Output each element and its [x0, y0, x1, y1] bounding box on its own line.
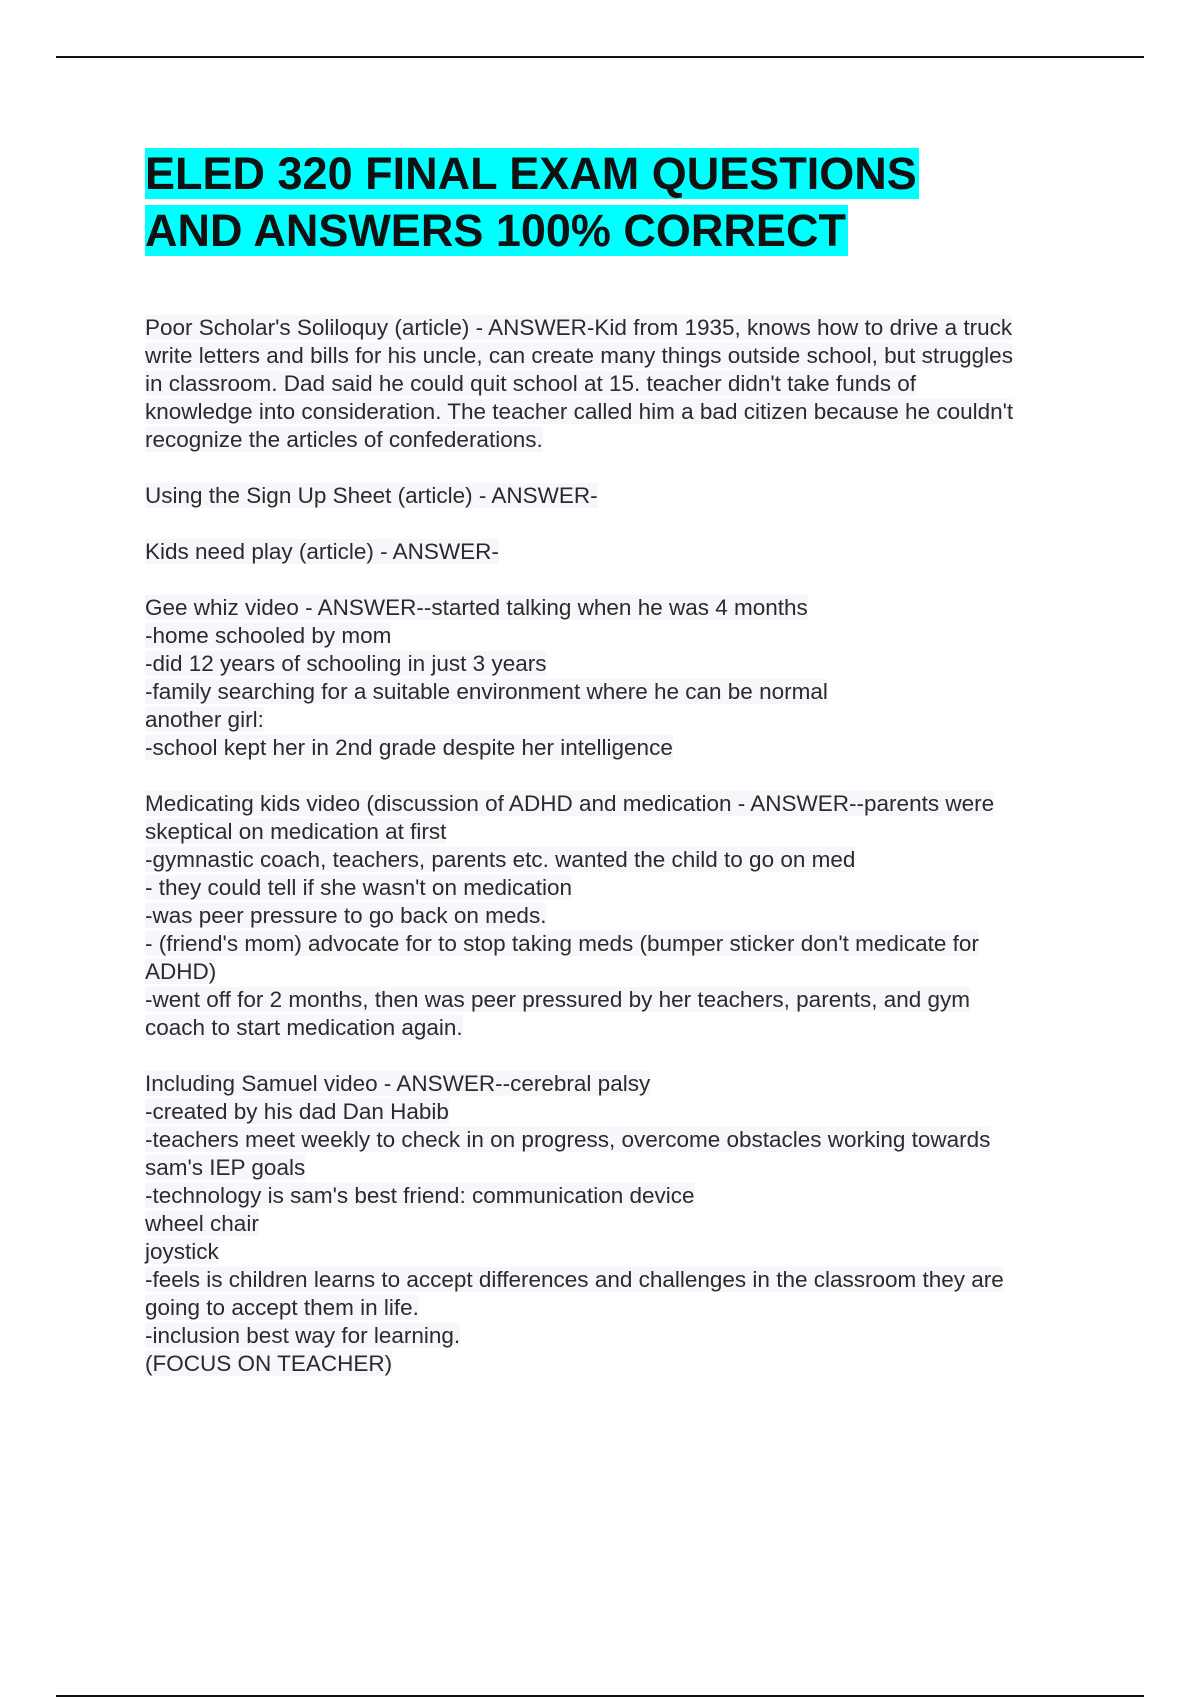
- qa-entry-text: knowledge into consideration. The teacher called him a bad citizen because he couldn't: [145, 399, 1014, 424]
- qa-entry-line: [145, 1322, 1080, 1350]
- qa-entry-text: recognize the articles of confederations.: [145, 427, 543, 452]
- qa-entry-line: [145, 426, 1080, 454]
- qa-entry-line: [145, 1098, 1080, 1126]
- qa-entry: [145, 538, 1080, 566]
- qa-entry-line: [145, 986, 1080, 1014]
- title-line: ELED 320 FINAL EXAM QUESTIONS: [145, 148, 917, 199]
- qa-entry-text: Kids need play (article) - ANSWER-: [145, 539, 499, 564]
- qa-entry: [145, 482, 1080, 510]
- qa-entry-text: -did 12 years of schooling in just 3 years: [145, 651, 547, 676]
- qa-entry-line: [145, 678, 1080, 706]
- qa-entry-line: [145, 1210, 1080, 1238]
- qa-entry-line: [145, 930, 1080, 958]
- qa-entry-text: -went off for 2 months, then was peer pressured by her teachers, parents, and gym: [145, 987, 971, 1012]
- qa-entry-text: sam's IEP goals: [145, 1155, 306, 1180]
- qa-entry-text: another girl:: [145, 707, 264, 732]
- qa-entry-line: [145, 398, 1080, 426]
- qa-entry: [145, 594, 1080, 762]
- qa-entry-line: [145, 874, 1080, 902]
- qa-entry-line: [145, 538, 1080, 566]
- qa-entry-text: -feels is children learns to accept differences and challenges in the classroom they are: [145, 1267, 1004, 1292]
- qa-entry-line: [145, 902, 1080, 930]
- qa-entry-text: going to accept them in life.: [145, 1295, 419, 1320]
- qa-entry-text: -inclusion best way for learning.: [145, 1323, 461, 1348]
- qa-entry-line: [145, 1126, 1080, 1154]
- qa-entry-text: -technology is sam's best friend: communication device: [145, 1183, 695, 1208]
- document-body: [145, 145, 1080, 1406]
- qa-entry-line: [145, 314, 1080, 342]
- qa-entry-text: -gymnastic coach, teachers, parents etc. wanted the child to go on med: [145, 847, 856, 872]
- qa-entry-line: [145, 1154, 1080, 1182]
- qa-entry-text: - they could tell if she wasn't on medication: [145, 875, 573, 900]
- qa-entry-text: -home schooled by mom: [145, 623, 392, 648]
- qa-entry-text: Medicating kids video (discussion of ADHD and medication - ANSWER--parents were: [145, 791, 995, 816]
- qa-entry-text: in classroom. Dad said he could quit school at 15. teacher didn't take funds of: [145, 371, 916, 396]
- qa-entry-line: [145, 622, 1080, 650]
- qa-entry-text: wheel chair: [145, 1211, 259, 1236]
- qa-entry-text: Including Samuel video - ANSWER--cerebral palsy: [145, 1071, 651, 1096]
- qa-entry-text: write letters and bills for his uncle, can create many things outside school, but struggles: [145, 343, 1013, 368]
- qa-entry-line: [145, 1266, 1080, 1294]
- qa-entry-line: [145, 370, 1080, 398]
- qa-entry-line: [145, 734, 1080, 762]
- qa-entry-text: joystick: [145, 1239, 219, 1264]
- qa-entry-line: [145, 1070, 1080, 1098]
- qa-entry-line: [145, 1294, 1080, 1322]
- qa-entry-text: skeptical on medication at first: [145, 819, 447, 844]
- qa-entry-line: [145, 958, 1080, 986]
- qa-entry-line: [145, 1182, 1080, 1210]
- qa-entry-text: -was peer pressure to go back on meds.: [145, 903, 547, 928]
- qa-entry-text: Using the Sign Up Sheet (article) - ANSWER-: [145, 483, 598, 508]
- qa-entry-line: [145, 342, 1080, 370]
- qa-entry-text: (FOCUS ON TEACHER): [145, 1351, 393, 1376]
- qa-entry-line: [145, 650, 1080, 678]
- qa-entry-line: [145, 594, 1080, 622]
- qa-entry-line: [145, 1238, 1080, 1266]
- qa-entry-text: Gee whiz video - ANSWER--started talking when he was 4 months: [145, 595, 808, 620]
- title-line: AND ANSWERS 100% CORRECT: [145, 205, 846, 256]
- qa-entry-text: -teachers meet weekly to check in on progress, overcome obstacles working towards: [145, 1127, 991, 1152]
- footer-rule: [56, 1695, 1144, 1697]
- qa-entry-line: [145, 706, 1080, 734]
- qa-entry-line: [145, 1350, 1080, 1378]
- qa-entry-text: coach to start medication again.: [145, 1015, 463, 1040]
- qa-entry-text: -created by his dad Dan Habib: [145, 1099, 449, 1124]
- qa-entry: [145, 1070, 1080, 1378]
- qa-entry-text: ADHD): [145, 959, 217, 984]
- qa-entry-line: [145, 482, 1080, 510]
- qa-entry: [145, 790, 1080, 1042]
- header-rule: [56, 56, 1144, 58]
- qa-entry-text: - (friend's mom) advocate for to stop taking meds (bumper sticker don't medicate for: [145, 931, 979, 956]
- document-title: [145, 145, 1080, 259]
- qa-entry: [145, 314, 1080, 454]
- qa-entry-line: [145, 846, 1080, 874]
- qa-entry-text: -school kept her in 2nd grade despite her intelligence: [145, 735, 673, 760]
- qa-entry-text: Poor Scholar's Soliloquy (article) - ANSWER-Kid from 1935, knows how to drive a truck: [145, 315, 1013, 340]
- qa-entry-line: [145, 1014, 1080, 1042]
- qa-entry-line: [145, 818, 1080, 846]
- qa-list: [145, 314, 1080, 1378]
- qa-entry-line: [145, 790, 1080, 818]
- qa-entry-text: -family searching for a suitable environment where he can be normal: [145, 679, 828, 704]
